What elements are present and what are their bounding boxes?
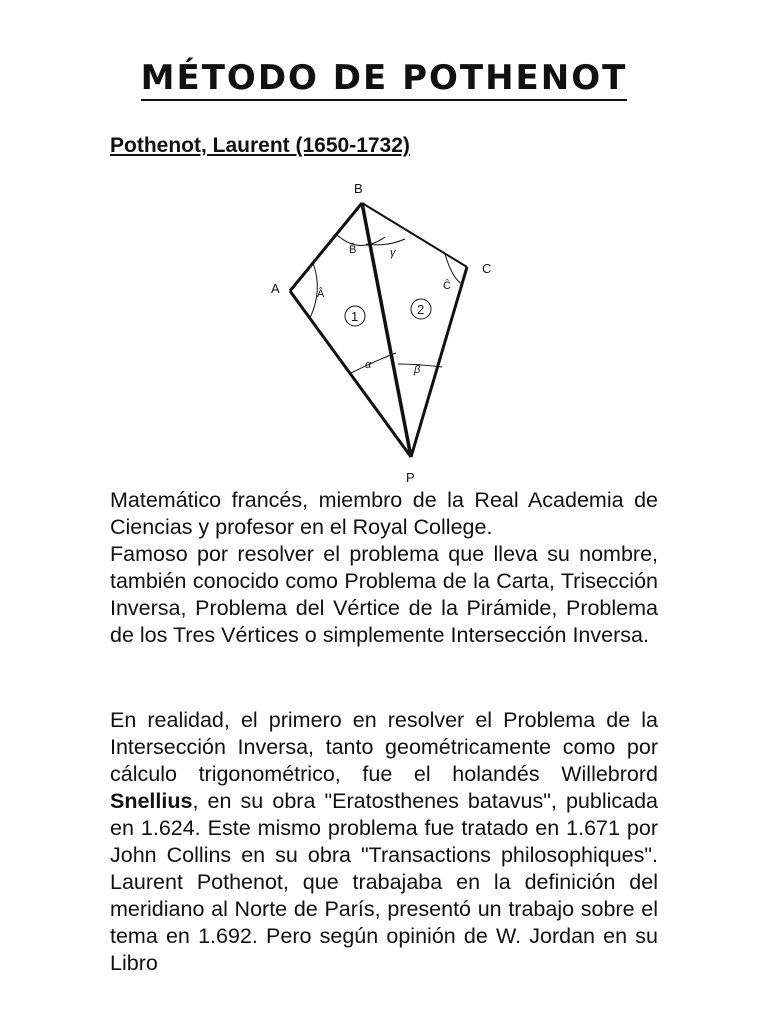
angle-label-alpha: α bbox=[365, 359, 372, 371]
vertex-label-c: C bbox=[482, 261, 492, 276]
angle-label-c: Ĉ bbox=[443, 280, 451, 292]
paragraph-history-start: En realidad, el primero en resolver el Problema de la Intersección Inversa, tanto geométricamente como por cálculo trigonométrico, fue el holandés Willebrord bbox=[110, 708, 658, 786]
edge-c-p bbox=[411, 267, 467, 457]
edge-b-c bbox=[362, 203, 467, 267]
vertex-label-p: P bbox=[406, 470, 415, 485]
region-1-label: 1 bbox=[351, 309, 359, 324]
paragraph-history-end: , en su obra "Eratosthenes batavus", publicada en 1.624. Este mismo problema fue tratado en 1.671 por John Collins en su obra "Transactions philosophiques". Laurent Pothenot, que trabajaba en la definición del meridiano al Norte de París, presentó un trabajo sobre el tema en 1.692. Pero según opinión de W. Jordan en su Libro bbox=[110, 789, 658, 975]
paragraph-history bbox=[110, 707, 658, 977]
region-2-label: 2 bbox=[417, 302, 425, 317]
angle-label-gamma: γ bbox=[390, 247, 396, 259]
pothenot-diagram bbox=[255, 175, 515, 487]
angle-arc-b bbox=[337, 235, 385, 246]
paragraph-problem-names: Famoso por resolver el problema que lleva su nombre, también conocido como Problema de la Carta, Trisección Inversa, Problema del Vértice de la Pirámide, Problema de los Tres Vértices o simplemente Intersección Inversa. bbox=[110, 542, 658, 647]
vertex-label-a: A bbox=[271, 281, 280, 296]
snellius-name: Snellius bbox=[110, 789, 193, 813]
angle-arc-alpha bbox=[351, 353, 396, 373]
angle-label-b: B̂ bbox=[349, 244, 357, 256]
paragraph-biography: Matemático francés, miembro de la Real Academia de Ciencias y profesor en el Royal College. bbox=[110, 488, 658, 539]
edge-b-p bbox=[362, 203, 411, 457]
angle-label-a: Â bbox=[317, 288, 325, 300]
angle-label-beta: β bbox=[414, 364, 421, 376]
section-heading: Pothenot, Laurent (1650-1732) bbox=[110, 134, 410, 157]
vertex-label-b: B bbox=[354, 181, 363, 196]
page-title: MÉTODO DE POTHENOT bbox=[0, 58, 768, 98]
